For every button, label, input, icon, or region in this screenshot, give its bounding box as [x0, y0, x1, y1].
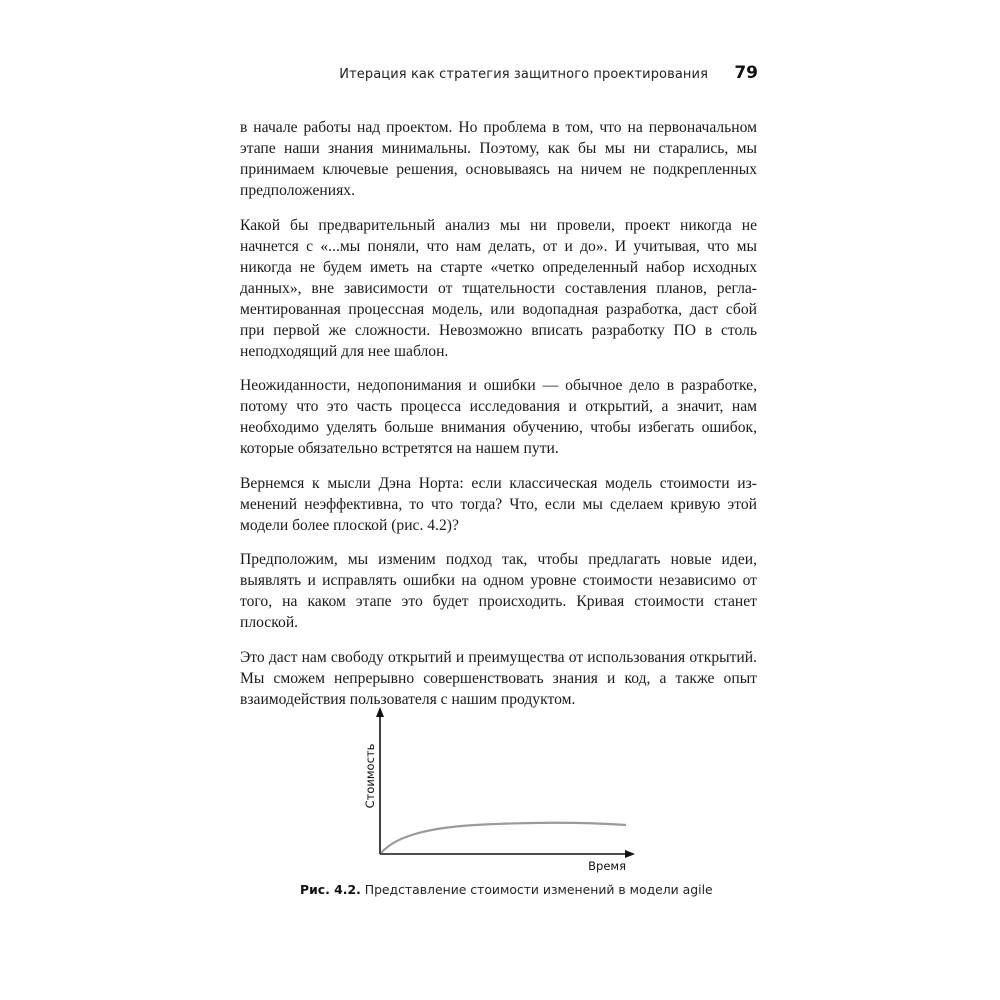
paragraph: Какой бы предварительный анализ мы ни провели, проект никогда не начнется с «...мы поняли, что нам делать, от и до». И учитывая, что мы никогда не будем иметь на старте «четко определенный набор исходных данных», вне зависимости от тщательности составления планов, регламентированная процессная модель, или водопадная разработка, даст сбой при первой же сложности. Невозможно вписать разработку ПО в столь неподходящий для нее шаблон.: [240, 216, 757, 360]
paragraph: Неожиданности, недопонимания и ошибки — обычное дело в разработке, потому что это часть процесса исследования и открытий, а значит, нам необходимо уделять больше внимания обучению, чтобы избегать ошибок, которые обязательно встретятся на нашем пути.: [240, 377, 757, 457]
cost-of-change-diagram: [300, 706, 700, 876]
figure-4-2: [300, 706, 713, 906]
running-title: Итерация как стратегия защитного проектирования: [339, 67, 708, 82]
running-header: [240, 63, 758, 89]
body-text: [240, 117, 757, 723]
paragraph: Вернемся к мысли Дэна Норта: если классическая модель стоимости изменений неэффективна, то что тогда? Что, если мы сделаем кривую этой модели более плоской (рис. 4.2)?: [240, 474, 757, 534]
cost-curve: [381, 823, 626, 853]
y-axis-label: Стоимость: [363, 743, 377, 809]
paragraph: в начале работы над проектом. Но проблема в том, что на первоначальном этапе наши знания минимальны. Поэтому, как бы мы ни старались, мы принимаем ключевые решения, основываясь на ничем не подкрепленных предположениях.: [240, 119, 757, 199]
paragraph: Это даст нам свободу открытий и преимущества от использования открытий. Мы сможем непрерывно совершенствовать знания и код, а также опыт взаимодействия пользователя с нашим продуктом.: [240, 648, 757, 708]
figure-caption: [300, 882, 713, 897]
caption-text: Представление стоимости изменений в модели agile: [364, 882, 713, 897]
page-number: 79: [734, 63, 758, 83]
x-axis-label: Время: [588, 859, 626, 873]
caption-label: Рис. 4.2.: [300, 882, 361, 897]
paragraph: Предположим, мы изменим подход так, чтобы предлагать новые идеи, выявлять и исправлять ошибки на одном уровне стоимости независимо от того, на каком этапе это будет происходить. Кривая стоимости станет плоской.: [240, 551, 757, 631]
